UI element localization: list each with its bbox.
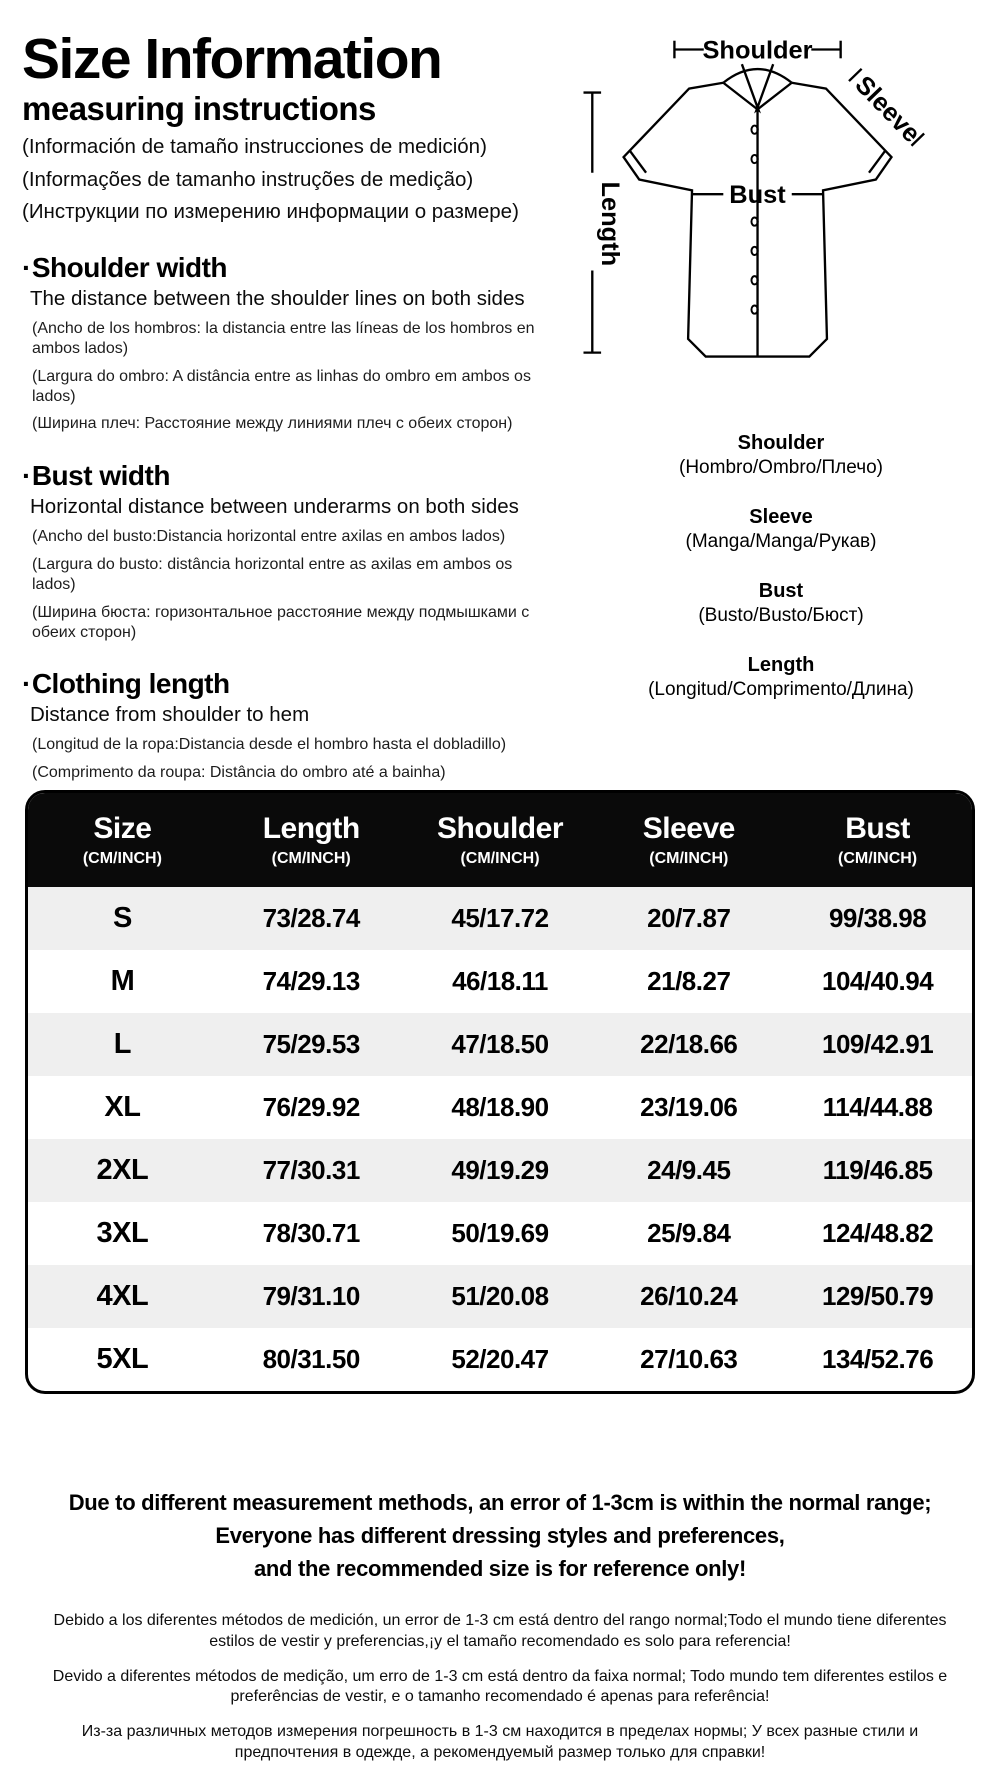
cell-shoulder: 48/18.90 [451,1092,549,1122]
legend-item-sleeve [562,506,1000,553]
section-translation-pt: (Comprimento da roupa: Distância do ombro até a bainha) [32,764,446,782]
legend-translation: (Hombro/Ombro/Плечо) [679,457,883,478]
section-shoulder-width [22,252,570,434]
cell-length: 73/28.74 [262,903,360,933]
column-label: Bust [845,812,910,845]
table-row [28,1013,972,1076]
column-label: Sleeve [642,812,735,845]
shirt-diagram [562,28,1000,380]
cell-shoulder: 46/18.11 [452,966,548,996]
cell-bust: 124/48.82 [822,1218,934,1248]
cell-sleeve: 21/8.27 [647,966,731,996]
notice-line-2: Everyone has different dressing styles and preferences, [215,1523,785,1548]
cell-sleeve: 24/9.45 [647,1155,731,1185]
column-unit: (CM/INCH) [838,850,918,867]
cell-shoulder: 52/20.47 [451,1344,549,1374]
header-cell-length [217,812,406,868]
cell-sleeve: 25/9.84 [647,1218,731,1248]
section-translation-es: (Ancho de los hombros: la distancia entre las líneas de los hombros en ambos lados) [32,320,535,357]
header-cell-sleeve [594,812,783,868]
cell-length: 77/30.31 [262,1155,360,1185]
length-measure-bracket [583,93,624,353]
cell-sleeve: 26/10.24 [640,1281,738,1311]
cell-sleeve: 22/18.66 [640,1029,738,1059]
cell-sleeve: 20/7.87 [647,903,731,933]
footer-disclaimer [0,1486,1000,1778]
cell-shoulder: 51/20.08 [451,1281,549,1311]
column-unit: (CM/INCH) [271,850,351,867]
cell-size: 5XL [96,1343,149,1375]
cell-size: XL [104,1091,141,1123]
notice-line-1: Due to different measurement methods, an error of 1-3cm is within the normal range; [68,1490,932,1515]
legend-translation: (Longitud/Comprimento/Длина) [648,679,914,700]
cell-bust: 114/44.88 [822,1092,933,1122]
column-unit: (CM/INCH) [460,850,540,867]
cell-sleeve: 23/19.06 [640,1092,738,1122]
diagram-legend [562,432,1000,701]
cell-sleeve: 27/10.63 [640,1344,738,1374]
footer-notes [0,1611,1000,1764]
section-translation-ru: (Ширина плеч: Расстояние между линиями плеч с обеих сторон) [32,415,513,433]
cell-length: 79/31.10 [262,1281,360,1311]
table-row [28,1202,972,1265]
sleeve-measure-bracket [845,66,928,150]
section-translation-pt: (Largura do ombro: A distância entre as linhas do ombro em ambos os lados) [32,367,531,405]
table-row [28,950,972,1013]
cell-shoulder: 49/19.29 [451,1155,549,1185]
column-label: Size [93,812,152,845]
length-label: Length [596,181,625,267]
cell-bust: 134/52.76 [822,1344,934,1374]
table-row [28,1139,972,1202]
cell-bust: 129/50.79 [822,1281,934,1311]
cell-bust: 99/38.98 [828,903,927,933]
section-description: Distance from shoulder to hem [30,703,310,727]
subtitle-translation-pt: (Informações de tamanho instruções de medição) [22,167,474,191]
note-pt: Devido a diferentes métodos de medição, um erro de 1-3 cm está dentro da faixa normal; Todo mundo tem diferentes estilos e preferências de vestir, e o tamanho recomendado é apenas para referência! [52,1667,948,1706]
collar [723,64,791,110]
cell-length: 74/29.13 [262,966,360,996]
cell-bust: 109/42.91 [822,1029,934,1059]
section-heading: · Clothing length [22,668,570,700]
table-row [28,1265,972,1328]
section-heading: · Bust width [22,460,570,492]
shoulder-label: Shoulder [702,36,813,65]
cell-shoulder: 50/19.69 [451,1218,549,1248]
table-row [28,887,972,950]
cell-size: 2XL [96,1154,149,1186]
cell-size: M [110,965,135,997]
table-row [28,1328,972,1391]
cell-shoulder: 45/17.72 [451,903,549,933]
column-label: Length [262,812,360,845]
cell-size: L [113,1028,131,1060]
legend-name: Sleeve [749,506,813,528]
size-table-header [28,793,972,887]
legend-name: Length [747,654,815,676]
cell-shoulder: 47/18.50 [451,1029,549,1059]
legend-item-bust [562,580,1000,627]
cell-length: 78/30.71 [262,1218,360,1248]
bust-label: Bust [729,181,786,210]
section-translation-es: (Longitud de la ropa:Distancia desde el hombro hasta el dobladillo) [32,736,507,754]
page-title: Size Information [22,27,442,91]
bust-measure-line [692,181,823,209]
cell-size: S [112,902,132,934]
cell-length: 76/29.92 [262,1092,360,1122]
legend-item-length [562,654,1000,701]
section-translation-pt: (Largura do busto: distância horizontal entre as axilas em ambos os lados) [32,556,513,593]
cell-size: 4XL [96,1280,149,1312]
section-heading: · Shoulder width [22,252,570,284]
legend-item-shoulder [562,432,1000,479]
section-description: Horizontal distance between underarms on both sides [30,495,519,519]
note-ru: Из-за различных методов измерения погрешность в 1-3 см находится в пределах нормы; У всех разные стили и предпочтения в одежде, а рекомендуемый размер только для справки! [81,1723,919,1761]
legend-translation: (Busto/Busto/Бюст) [698,605,864,626]
notice-line-3: and the recommended size is for reference only! [253,1556,747,1581]
shoulder-measure-bracket [674,36,840,64]
cell-bust: 119/46.85 [822,1155,933,1185]
column-label: Shoulder [436,812,563,845]
cell-length: 80/31.50 [262,1344,360,1374]
header-cell-size [28,812,217,868]
diagram-column [562,28,1000,728]
legend-name: Bust [758,580,804,602]
cell-length: 75/29.53 [262,1029,360,1059]
section-translation-es: (Ancho del busto:Distancia horizontal entre axilas en ambos lados) [32,528,506,546]
page-subtitle: measuring instructions [22,90,376,128]
size-table [25,790,975,1394]
section-translation-ru: (Ширина бюста: горизонтальное расстояние между подмышками с обеих сторон) [32,603,530,641]
cell-size: 3XL [96,1217,149,1249]
header-cell-shoulder [406,812,595,868]
note-es: Debido a los diferentes métodos de medición, un error de 1-3 cm está dentro del rango normal;Todo el mundo tiene diferentes estilos de vestir y preferencias,¡y el tamaño recomendado es solo para referencia! [53,1612,947,1650]
sleeve-label: Sleeve [849,70,926,149]
header-cell-bust [783,812,972,868]
legend-translation: (Manga/Manga/Рукав) [685,531,877,552]
column-unit: (CM/INCH) [649,850,729,867]
legend-name: Shoulder [737,432,825,454]
section-bust-width [22,460,570,642]
table-row [28,1076,972,1139]
cell-bust: 104/40.94 [822,966,934,996]
subtitle-translation-es: (Información de tamaño instrucciones de medición) [22,135,487,159]
section-description: The distance between the shoulder lines on both sides [30,287,525,311]
column-unit: (CM/INCH) [82,850,162,867]
subtitle-translation-ru: (Инструкции по измерению информации о размере) [22,200,519,224]
instructions-column [22,27,570,819]
